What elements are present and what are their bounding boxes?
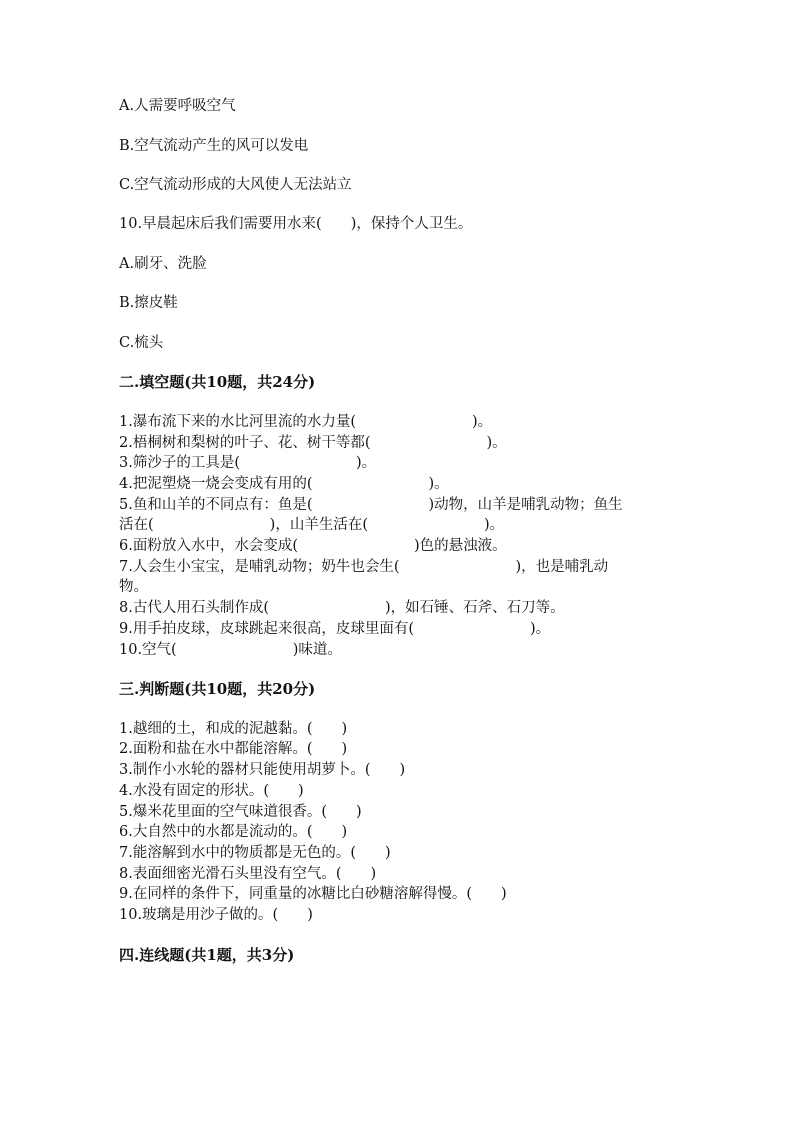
q10-option-c: C.梳头 (119, 335, 164, 351)
fill-blank-line: 4.把泥塑烧一烧会变成有用的( )。 (119, 476, 449, 492)
q9-option-c: C.空气流动形成的大风使人无法站立 (119, 177, 352, 193)
fill-blank-line: 活在( )，山羊生活在( )。 (119, 517, 505, 533)
true-false-line: 5.爆米花里面的空气味道很香。( ) (119, 804, 362, 820)
true-false-line: 7.能溶解到水中的物质都是无色的。( ) (119, 845, 391, 861)
section-heading-fill-blank: 二.填空题(共10题，共24分) (119, 373, 316, 391)
fill-blank-line: 3.筛沙子的工具是( )。 (119, 455, 377, 471)
fill-blank-line: 2.梧桐树和梨树的叶子、花、树干等都( )。 (119, 435, 507, 451)
true-false-line: 4.水没有固定的形状。( ) (119, 783, 304, 799)
true-false-line: 3.制作小水轮的器材只能使用胡萝卜。( ) (119, 762, 406, 778)
q9-option-b: B.空气流动产生的风可以发电 (119, 138, 309, 154)
true-false-line: 2.面粉和盐在水中都能溶解。( ) (119, 741, 348, 757)
section-heading-true-false: 三.判断题(共10题，共20分) (119, 680, 316, 698)
section-heading-matching: 四.连线题(共1题，共3分) (119, 946, 295, 964)
q10-option-a: A.刷牙、洗脸 (119, 256, 207, 272)
q9-option-a: A.人需要呼吸空气 (119, 98, 236, 114)
fill-blank-line: 5.鱼和山羊的不同点有：鱼是( )动物，山羊是哺乳动物；鱼生 (119, 497, 623, 513)
q10-option-b: B.擦皮鞋 (119, 295, 178, 311)
fill-blank-line: 7.人会生小宝宝，是哺乳动物；奶牛也会生( )，也是哺乳动 (119, 559, 609, 575)
true-false-line: 9.在同样的条件下，同重量的冰糖比白砂糖溶解得慢。( ) (119, 886, 507, 902)
fill-blank-line: 物。 (119, 579, 148, 595)
true-false-line: 6.大自然中的水都是流动的。( ) (119, 824, 348, 840)
true-false-line: 1.越细的土，和成的泥越黏。( ) (119, 721, 348, 737)
fill-blank-line: 9.用手拍皮球，皮球跳起来很高，皮球里面有( )。 (119, 621, 551, 637)
fill-blank-line: 10.空气( )味道。 (119, 642, 342, 658)
true-false-line: 8.表面细密光滑石头里没有空气。( ) (119, 866, 377, 882)
exam-page (119, 0, 679, 1123)
fill-blank-line: 1.瀑布流下来的水比河里流的水力量( )。 (119, 414, 493, 430)
true-false-line: 10.玻璃是用沙子做的。( ) (119, 907, 313, 923)
fill-blank-line: 8.古代人用石头制作成( )，如石锤、石斧、石刀等。 (119, 600, 565, 616)
q10-stem: 10.早晨起床后我们需要用水来( )，保持个人卫生。 (119, 216, 473, 232)
fill-blank-line: 6.面粉放入水中，水会变成( )色的悬浊液。 (119, 538, 507, 554)
